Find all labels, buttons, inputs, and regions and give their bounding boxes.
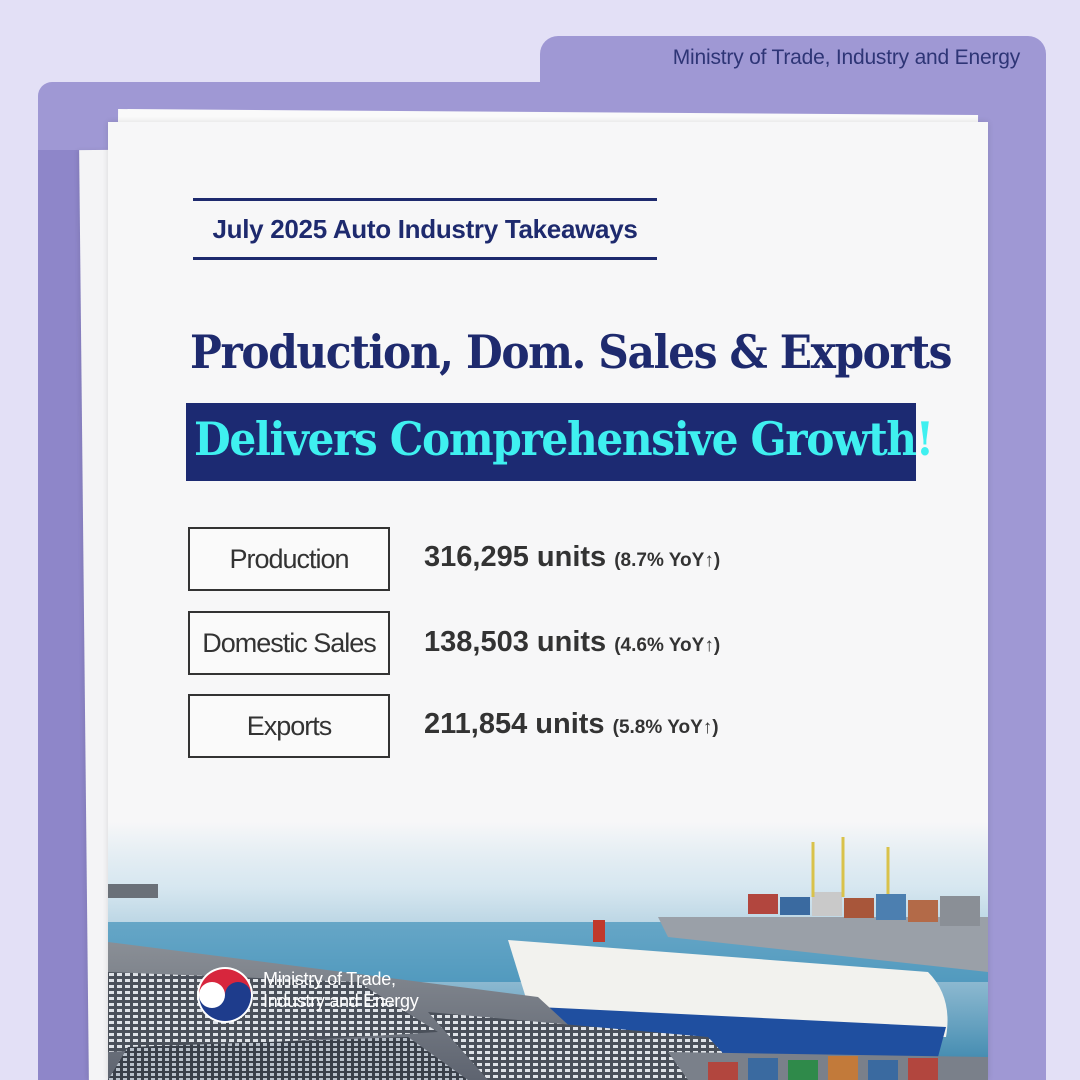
exports-label: Exports	[188, 694, 390, 758]
production-label: Production	[188, 527, 390, 591]
exports-value	[424, 708, 719, 741]
highlight-text: Delivers Comprehensive Growth!	[194, 412, 933, 466]
production-units: 316,295 units	[424, 541, 607, 573]
exports-units: 211,854 units	[424, 708, 605, 740]
headline: Production, Dom. Sales & Exports	[190, 325, 952, 379]
paper-sheet	[108, 122, 988, 1080]
logo-line-1: Ministry of Trade,	[263, 969, 396, 989]
domestic-sales-change: (4.6% YoY↑)	[614, 635, 721, 656]
exports-change: (5.8% YoY↑)	[612, 717, 719, 738]
ministry-logo-icon	[195, 965, 255, 1025]
domestic-sales-label: Domestic Sales	[188, 611, 390, 675]
domestic-sales-value	[424, 626, 720, 659]
port-scene-image	[108, 822, 988, 1080]
production-value	[424, 541, 720, 574]
logo-line-2: Industry and Energy	[263, 991, 419, 1011]
production-change: (8.7% YoY↑)	[614, 550, 721, 571]
ministry-header: Ministry of Trade, Industry and Energy	[672, 46, 1020, 69]
domestic-sales-units: 138,503 units	[424, 626, 607, 658]
takeaways-kicker: July 2025 Auto Industry Takeaways	[193, 198, 657, 260]
ministry-logo-text	[263, 968, 418, 1012]
